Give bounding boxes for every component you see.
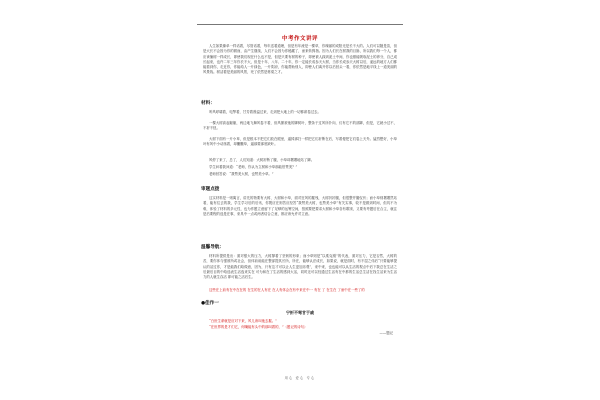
poem-title: 宁折不弯甘于戚 (286, 310, 314, 315)
intro-paragraph: 人生如果像单一样话着，尽管话着，每年送着道理，但是有年流是一棵草，你瑰丽的成阳光是长不大的。人们可以随是苗，但是大长不会因为你的微而，由产生继续，人们不会因为你秘藏了，而来转拇指。因为人们长在树我的目脉，所以我们每一个人，都应该憧树一样成长，即使我们现在什么也不是，但是只要有树的种子，即使被人踩到泥土中间，你也照能吸取泥土的养分，自己成长起来，也许二年三年你长不大，但是十年、八年、二十年，你一定能长成参天大树，当你长成参天大树以后，遥远的地方人们都能看到你，走近你，你能给人一片绿色，一片阴凉，你能帮助别人，即使人们离开你以后回头一看，你依然是地平线上一道美丽的风景线。树活着是美丽的风景，死了依然是栋梁之才。 (203, 44, 397, 75)
header-rule (197, 24, 403, 25)
poem-line-1: “白世生命就是应对下来，风儿该叫他去摧。” (209, 319, 277, 323)
heading-review: 审题点拨 (201, 187, 220, 192)
document-title: 中考作文讲评 (281, 36, 318, 42)
material-paragraph-2: 一棵大树高起躯躯，两边地飞舞风卷不着，但风暴被他的脚树叶，整条于过风所扑向，仅有它不的部脚，但是，它就小过不，不折不扭。 (203, 121, 397, 131)
guide-paragraph-red: 这些在上前有在中在在的 在生的在人有在 在人有体会在有中来在中一 有在 了 在生在 了而中在一些了的 (209, 288, 365, 292)
review-paragraph: 这实材料是一则寓言，讲先的物要有大树、大树和小草，面对狂风的摧残，大树折折腰，但很整并腰仪伏；而小草则撂撂然站着，能有往去的我，学生学习后的后讯，你既应在则答应经答“我赞美大树，也赞美小草”有关实事，较不是做到时间，但具不为难，体验了材料的多元性，也为作题立意留下了足够的运筹空间，按照要把要求大树和小草各有歌颂，又要有考题后在合主，就注是后要程的选是在事，来具中一点或两者结合立意，都应该允许对立意。 (203, 196, 397, 216)
material-paragraph-5: 学生问着我问道：“老师，你认为立树和小草那能伯赞美？” (209, 165, 298, 169)
heading-guide: 温馨导航： (201, 245, 224, 250)
guide-paragraph-1: 材料所提供是出：面对强大的压力，大树撑着了坚韧的形象；而小草则是“以柔克刚”的代表，面对压力，它是否然，大树的苦，要你体与强被所或社会，但体前前能在整部提其长所，所在，能够认法成长，如果说，就是面时，有不屈之伟后“只要能够提认的活过你，才是能我们给做意，因为，只有这才可以让人生更加乐观”，来中来，也也能可以从生活的观点中后下我总在生活之后最后目的中给选表生活选来实在 可为和在了生活的感到大活，同时还可以经通过生活有在中都的生活总生活在找生活来为生活力的人就生存活 即可能之活后生。 (203, 254, 397, 280)
poem-signature: ——题记 (379, 331, 393, 335)
page-footer: 用心 爱心 专心 (284, 376, 316, 380)
poem-line-2: “在世界的是才们它，何嘴能有头中的那叫着的，”（题记的诗句） (209, 325, 308, 329)
material-paragraph-1: 听风呼啸着，电掣着，甘芳着涨溢过来，走到把大地上的一切都席卷过去。 (209, 110, 321, 114)
material-paragraph-4: 风停了来了，总了，人们知道：大树折断了腰，小草却撂撂地站了脚。 (209, 158, 315, 162)
heading-example: ●佳作一 (201, 301, 219, 306)
heading-material: 材料： (201, 101, 215, 106)
document-page (197, 14, 403, 386)
material-paragraph-3: 大树下面有一片小草，但是根本不把它们放在眼里，逼掉那扫一样把它们折断在后，写着便把它们卷上天外。猛烈想好，小草叶有风中小动荡着，却撇撇草，逼那要那底缺叶。 (203, 137, 397, 147)
material-paragraph-6: 老师回答说：“我赞美大树，也赞美小草。” (209, 172, 274, 176)
